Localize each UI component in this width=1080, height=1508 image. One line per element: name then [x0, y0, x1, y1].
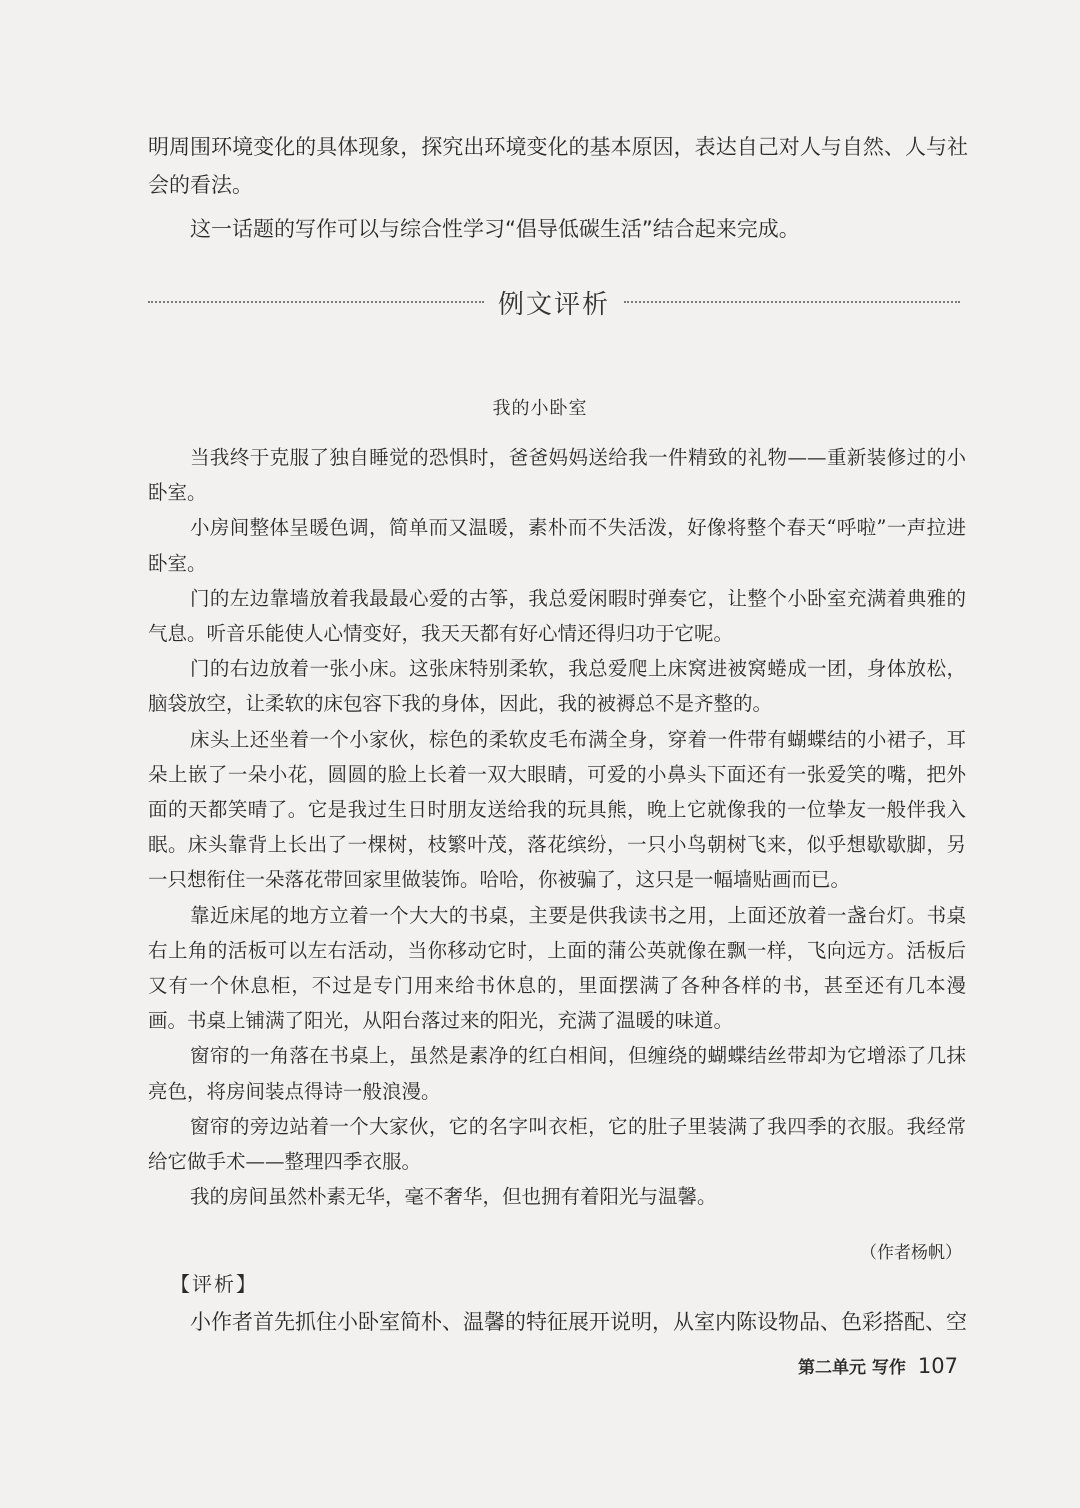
intro-line-1: 明周围环境变化的具体现象，探究出环境变化的基本原因，表达自己对人与自然、人与社会的看法。: [148, 135, 968, 197]
analysis-text: 小作者首先抓住小卧室简朴、温馨的特征展开说明，从室内陈设物品、色彩搭配、空: [190, 1310, 967, 1334]
intro-text: [148, 128, 968, 248]
essay-author: （作者杨帆）: [860, 1243, 962, 1263]
section-title: 例文评析: [498, 289, 611, 320]
dotted-rule-left: [148, 301, 484, 303]
dotted-rule-right: [624, 301, 960, 303]
essay-paragraph: 门的左边靠墙放着我最最心爱的古筝，我总爱闲暇时弹奏它，让整个小卧室充满着典雅的气息。听音乐能使人心情变好，我天天都有好心情还得归功于它呢。: [148, 586, 966, 646]
essay-paragraph: 我的房间虽然朴素无华，毫不奢华，但也拥有着阳光与温馨。: [190, 1185, 717, 1209]
essay-paragraph: 当我终于克服了独自睡觉的恐惧时，爸爸妈妈送给我一件精致的礼物——重新装修过的小卧室。: [148, 446, 966, 505]
essay-title: 我的小卧室: [492, 398, 588, 419]
intro-line-2: 这一话题的写作可以与综合性学习“倡导低碳生活”结合起来完成。: [190, 217, 800, 241]
essay-body: [148, 440, 966, 1214]
essay-paragraph: 窗帘的一角落在书桌上，虽然是素净的红白相间，但缠绕的蝴蝶结丝带却为它增添了几抹亮色，将房间装点得诗一般浪漫。: [148, 1044, 966, 1103]
page-number: 107: [917, 1354, 958, 1378]
section-header: [148, 278, 960, 326]
essay-paragraph: 小房间整体呈暖色调，简单而又温暖，素朴而不失活泼，好像将整个春天“呼啦”一声拉进卧室。: [148, 516, 966, 575]
unit-label: 第二单元 写作: [797, 1358, 906, 1378]
essay-paragraph: 床头上还坐着一个小家伙，棕色的柔软皮毛布满全身，穿着一件带有蝴蝶结的小裙子，耳朵上嵌了一朵小花，圆圆的脸上长着一双大眼睛，可爱的小鼻头下面还有一张爱笑的嘴，把外面的天都笑晴了。它是我过生日时朋友送给我的玩具熊，晚上它就像我的一位挚友一般伴我入眠。床头靠背上长出了一棵树，枝繁叶茂，落花缤纷，一只小鸟朝树飞来，似乎想歇歇脚，另一只想衔住一朵落花带回家里做装饰。哈哈，你被骗了，这只是一幅墙贴画而已。: [148, 727, 966, 892]
essay-paragraph: 靠近床尾的地方立着一个大大的书桌，主要是供我读书之用，上面还放着一盏台灯。书桌右上角的活板可以左右活动，当你移动它时，上面的蒲公英就像在飘一样，飞向远方。活板后又有一个休息柜，不过是专门用来给书休息的，里面摆满了各种各样的书，甚至还有几本漫画。书桌上铺满了阳光，从阳台落过来的阳光，充满了温暖的味道。: [148, 903, 966, 1033]
analysis-label: 【评析】: [170, 1272, 258, 1296]
essay-paragraph: 门的右边放着一张小床。这张床特别柔软，我总爱爬上床窝进被窝蜷成一团，身体放松，脑袋放空，让柔软的床包容下我的身体，因此，我的被褥总不是齐整的。: [148, 657, 966, 716]
page-footer: [798, 1353, 958, 1378]
essay-paragraph: 窗帘的旁边站着一个大家伙，它的名字叫衣柜，它的肚子里装满了我四季的衣服。我经常给它做手术——整理四季衣服。: [148, 1114, 966, 1174]
